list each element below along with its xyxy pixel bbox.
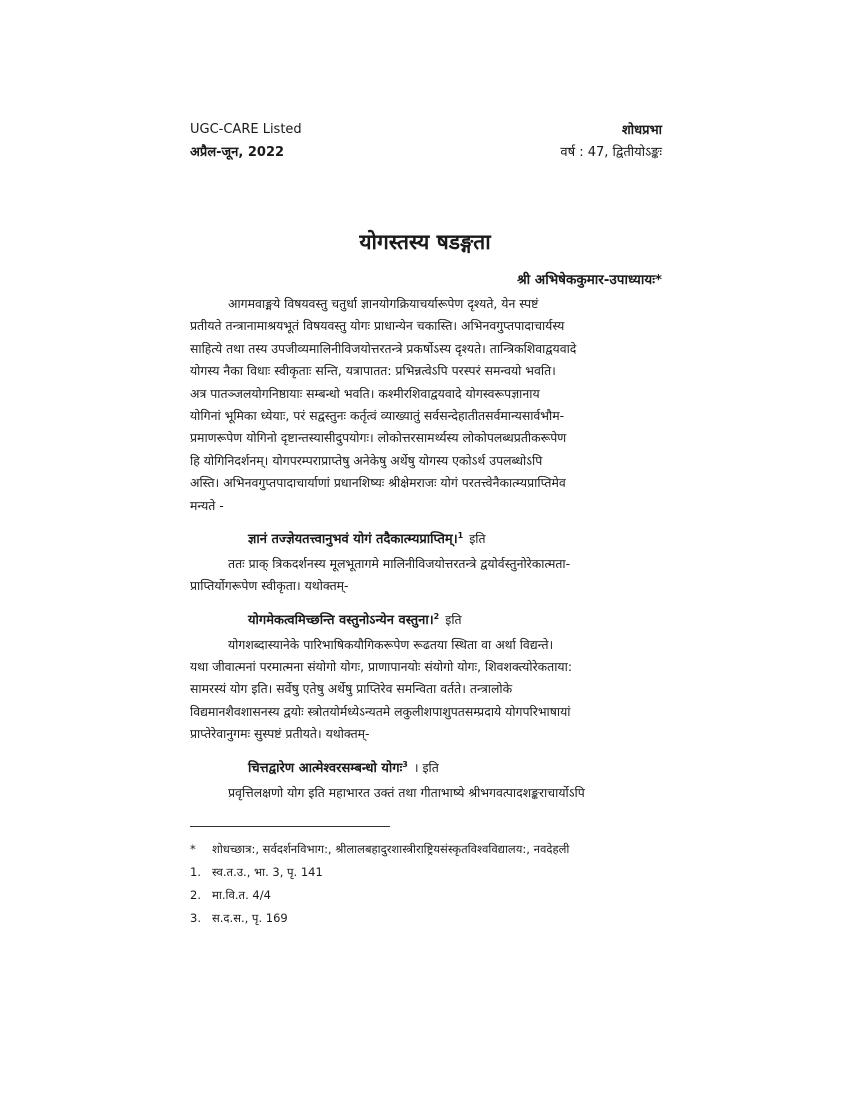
footnote-marker: * [190,842,196,856]
text-line: प्रतीयते तन्त्रानामाश्रयभूतं विषयवस्तु योगः प्राधान्येन चकास्ति। अभिनवगुप्तपादाचार्यस्य [190,318,565,334]
text-line: हि योगिनिदर्शनम्। योगपरम्पराप्राप्तेषु अनेकेषु अर्थेषु योगस्य एकोऽर्थ उपलब्धोऽपि [190,452,543,468]
text-line: प्राप्तेरेवानुगमः सुस्पष्टं प्रतीयते। यथोक्तम्- [190,726,370,742]
footnote-item [190,838,662,861]
footnote-marker: 1. [190,865,201,879]
footnote-ref: 2 [433,611,440,621]
footnote-divider [190,826,390,827]
issue-period: अप्रैल-जून, 2022 [190,145,285,160]
text-line: यथा जीवात्मनां परमात्मना संयोगो योगः, प्राणापानयोः संयोगो योगः, शिवशक्त्योरेकताया: [190,659,572,675]
verse-quote-2 [190,604,662,630]
text-line: मन्यते - [190,497,224,513]
text-line: साहित्ये तथा तस्य उपजीव्यमालिनीविजयोत्तरतन्त्रे प्रकर्षोऽस्य दृश्यते। तान्त्रिकशिवाद्वयवादे [190,340,577,356]
text-line: ततः प्राक् त्रिकदर्शनस्य मूलभूतागमे मालिनीविजयोत्तरतन्त्रे द्वयोर्वस्तुनोरेकात्मता- [228,555,571,571]
footnote-text: मा.वि.त. 4/4 [212,888,271,902]
footnote-marker: 3. [190,911,201,925]
article-title: योगस्तस्य षडङ्गता [359,230,491,254]
verse-iti: इति [469,531,486,547]
text-line: प्राप्तिर्योगरूपेण स्वीकृता। यथोक्तम्- [190,578,349,594]
footnote-text: स.द.स., पृ. 169 [212,911,288,925]
footnote-item [190,884,662,907]
text-line: विद्यमानशैवशासनस्य द्वयोः स्त्रोतयोर्मध्येऽन्यतमे लकुलीशपाशुपतसम्प्रदाये योगपरिभाषायां [190,703,571,719]
footnote-ref: 3 [402,759,408,769]
article-body [190,293,662,804]
journal-name: शोधप्रभा [621,123,662,138]
text-line: प्रमाणरूपेण योगिनो दृष्टान्तस्यासीदुपयोगः। लोकोत्तरसामर्थ्यस्य लोकोपलब्धप्रतीकरूपेण [190,430,567,446]
page-header [190,118,662,162]
text-line: अस्ति। अभिनवगुप्तपादाचार्याणां प्रधानशिष्यः श्रीक्षेमराजः योगं परतत्त्वेनैकात्म्यप्राप्तिमेव [190,475,566,491]
text-line: अत्र पातञ्जलयोगनिष्ठायाः सम्बन्धो भवति। कश्मीरशिवाद्वयवादे योगस्वरूपज्ञानाय [190,385,540,401]
paragraph-3 [190,634,662,746]
article-author: श्री अभिषेककुमार-उपाध्यायः* [517,272,662,288]
verse-text: ज्ञानं तज्ज्ञेयतत्त्वानुभवं योगं तदैकात्म्यप्राप्तिम्। [248,532,458,548]
text-line: सामरस्यं योग इति। सर्वेषु एतेषु अर्थेषु प्राप्तिरेव समन्विता वर्तते। तन्त्रालोके [190,681,513,697]
text-line: प्रवृत्तिलक्षणो योग इति महाभारत उक्तं तथा गीताभाष्ये श्रीभगवत्पादशङ्कराचार्योऽपि [228,784,585,800]
paragraph-2 [190,553,662,598]
footnote-item [190,907,662,930]
footnote-marker: 2. [190,888,201,902]
verse-text: योगमेकत्वमिच्छन्ति वस्तुनोऽन्येन वस्तुना। [248,612,434,628]
footnote-text: स्व.त.उ., भा. 3, पृ. 141 [212,865,323,879]
verse-iti: । इति [413,759,439,775]
issue-volume: वर्ष : 47, द्वितीयोऽङ्कः [560,145,662,160]
verse-text: चित्तद्वारेण आत्मेश्वरसम्बन्धो योगः [248,760,403,776]
text-line: योगस्य नैका विधाः स्वीकृताः सन्ति, यत्रापातत: प्रभिन्नत्वेऽपि परस्परं समन्वयो भवति। [190,363,556,379]
text-line: योगशब्दास्यानेके पारिभाषिकयौगिकरूपेण रूढतया स्थिता वा अर्था विद्यन्ते। [228,636,554,652]
footnote-item [190,861,662,884]
paragraph-1 [190,293,662,517]
footnote-ref: 1 [457,530,464,540]
journal-listing: UGC-CARE Listed [190,121,302,137]
footnote-text: शोधच्छात्र:, सर्वदर्शनविभाग:, श्रीलालबहादुरशास्त्रीराष्ट्रियसंस्कृतविश्वविद्यालय:, नवदेहली [212,842,570,856]
text-line: योगिनां भूमिका ध्येयाः, परं सद्वस्तुनः कर्तृत्वं व्याख्यातुं सर्वसन्देहातीतसर्वमान्यसार्वभौम- [190,407,565,423]
verse-quote-3 [190,752,662,778]
verse-quote-1 [190,523,662,549]
paragraph-4 [190,782,662,804]
footnotes [190,838,662,930]
verse-iti: इति [445,611,462,627]
text-line: आगमवाङ्मये विषयवस्तु चतुर्धा ज्ञानयोगक्रियाचर्यारूपेण दृश्यते, येन स्पष्टं [228,296,539,311]
